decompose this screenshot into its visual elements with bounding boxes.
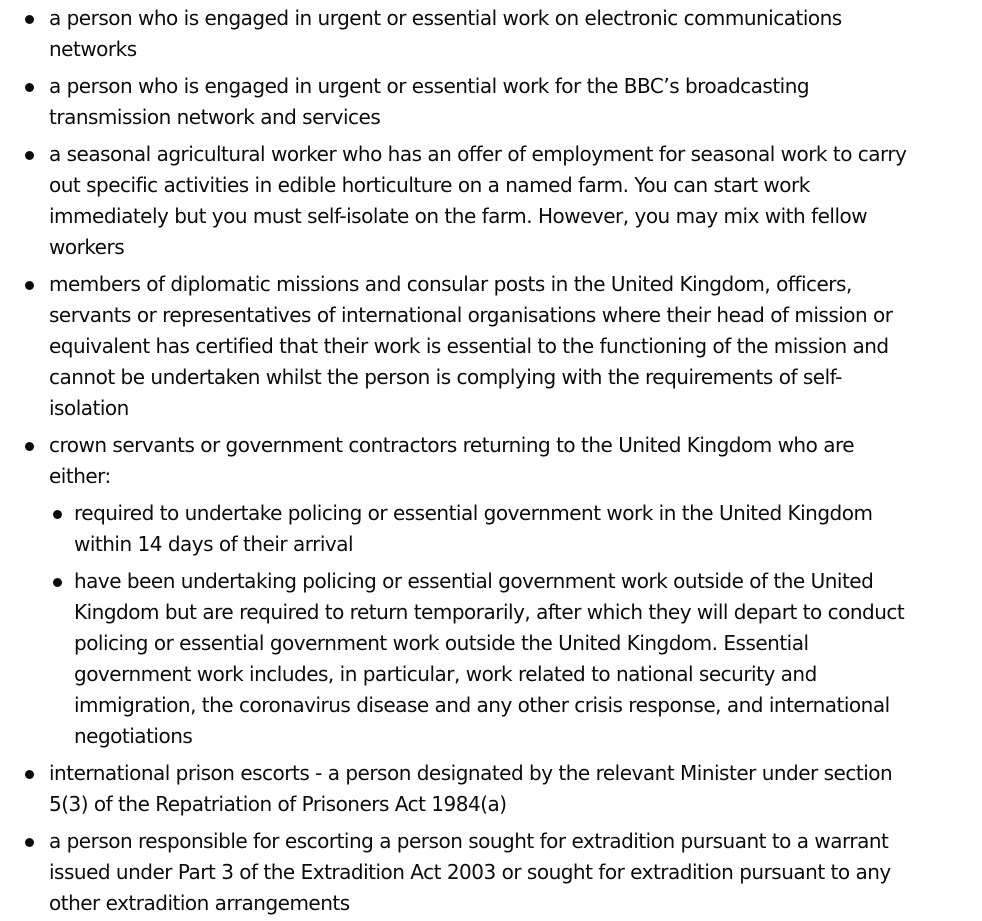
list-item: [0, 430, 982, 752]
exemptions-list: [0, 3, 982, 919]
nested-list: [49, 498, 914, 752]
bullet-icon: [25, 281, 34, 290]
list-item: [0, 3, 982, 65]
list-item: [0, 139, 982, 263]
list-item: [0, 71, 982, 133]
bullet-icon: [25, 83, 34, 92]
bullet-icon: [53, 578, 62, 587]
nested-list-item: [49, 566, 914, 752]
bullet-icon: [25, 151, 34, 160]
bullet-icon: [53, 510, 62, 519]
bullet-icon: [25, 442, 34, 451]
list-item-text: a person responsible for escorting a person sought for extradition pursuant to a warrant issued under Part 3 of the Extradition Act 2003 or sought for extradition pursuant to any other extradition arrangements: [49, 829, 891, 915]
list-item: [0, 269, 982, 424]
nested-list-item-text: required to undertake policing or essential government work in the United Kingdom within 14 days of their arrival: [74, 501, 873, 556]
nested-list-item: [49, 498, 914, 560]
bullet-icon: [25, 838, 34, 847]
list-item-text: crown servants or government contractors returning to the United Kingdom who are either:: [49, 433, 855, 488]
bullet-icon: [25, 770, 34, 779]
list-item-text: members of diplomatic missions and consular posts in the United Kingdom, officers, servants or representatives of international organisations where their head of mission or equivalent has certified that their work is essential to the functioning of the mission and cannot be undertaken whilst the person is complying with the requirements of self-isolation: [49, 272, 893, 420]
list-item-text: a person who is engaged in urgent or essential work on electronic communications networks: [49, 6, 842, 61]
list-item: [0, 826, 982, 919]
list-item-text: a person who is engaged in urgent or essential work for the BBC’s broadcasting transmission network and services: [49, 74, 810, 129]
list-item-text: a seasonal agricultural worker who has an offer of employment for seasonal work to carry out specific activities in edible horticulture on a named farm. You can start work immediately but you must self-isolate on the farm. However, you may mix with fellow workers: [49, 142, 907, 259]
list-item-text: international prison escorts - a person designated by the relevant Minister under section 5(3) of the Repatriation of Prisoners Act 1984(a): [49, 761, 893, 816]
nested-list-item-text: have been undertaking policing or essential government work outside of the United Kingdom but are required to return temporarily, after which they will depart to conduct policing or essential government work outside the United Kingdom. Essential government work includes, in particular, work related to national security and immigration, the coronavirus disease and any other crisis response, and international negotiations: [74, 569, 905, 748]
list-item: [0, 758, 982, 820]
bullet-icon: [25, 15, 34, 24]
